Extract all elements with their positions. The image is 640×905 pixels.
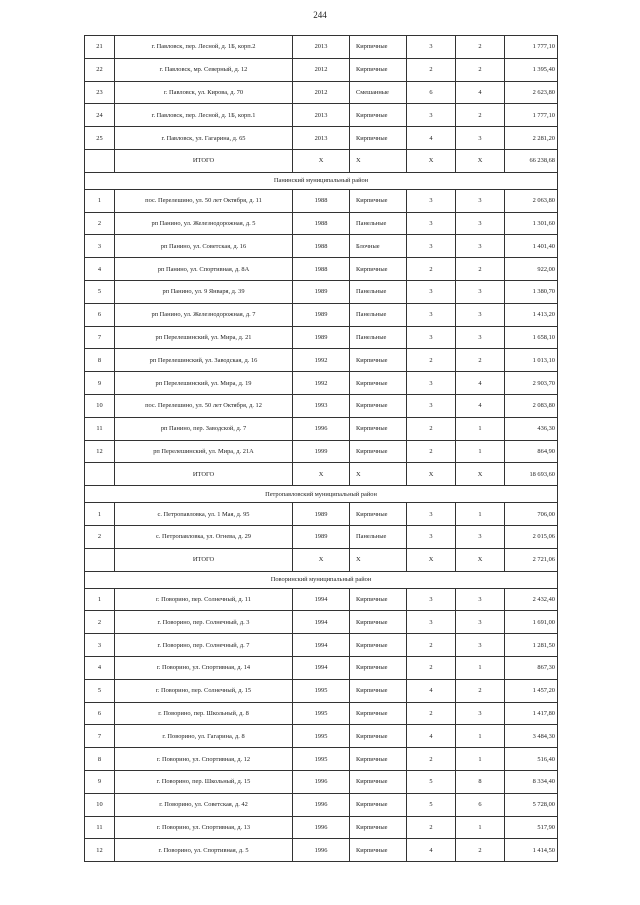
- floors-cell: X: [407, 463, 456, 486]
- row-number-cell: [85, 149, 115, 172]
- floors-cell: 2: [407, 656, 456, 679]
- year-cell: 1994: [293, 634, 350, 657]
- address-cell: ИТОГО: [115, 149, 293, 172]
- row-number-cell: 7: [85, 326, 115, 349]
- table-row: [85, 349, 558, 372]
- floors-cell: 2: [407, 417, 456, 440]
- address-cell: г. Павловск, мр. Северный, д. 12: [115, 58, 293, 81]
- row-number-cell: 9: [85, 372, 115, 395]
- wall-material-cell: Кирпичные: [350, 417, 407, 440]
- address-cell: г. Поворино, ул. Спортивная, д. 14: [115, 656, 293, 679]
- row-number-cell: 1: [85, 588, 115, 611]
- year-cell: 1988: [293, 212, 350, 235]
- year-cell: 1996: [293, 417, 350, 440]
- table-row: [85, 36, 558, 59]
- year-cell: 2013: [293, 127, 350, 150]
- area-cell: 18 693,60: [505, 463, 558, 486]
- area-cell: 2 721,06: [505, 548, 558, 571]
- floors-cell: 2: [407, 634, 456, 657]
- row-number-cell: 8: [85, 748, 115, 771]
- area-cell: 1 457,20: [505, 679, 558, 702]
- address-cell: г. Поворино, пер. Школьный, д. 15: [115, 770, 293, 793]
- entrances-cell: 3: [456, 189, 505, 212]
- section-header-row: [85, 486, 558, 503]
- address-cell: г. Павловск, пер. Лесной, д. 1Б, корп.1: [115, 104, 293, 127]
- address-cell: рп Панино, ул. Спортивная, д. 8А: [115, 258, 293, 281]
- table-row: [85, 748, 558, 771]
- row-number-cell: 23: [85, 81, 115, 104]
- wall-material-cell: Кирпичные: [350, 394, 407, 417]
- address-cell: г. Поворино, пер. Солнечный, д. 15: [115, 679, 293, 702]
- entrances-cell: 3: [456, 235, 505, 258]
- row-number-cell: 8: [85, 349, 115, 372]
- wall-material-cell: Кирпичные: [350, 588, 407, 611]
- wall-material-cell: X: [350, 463, 407, 486]
- floors-cell: 4: [407, 839, 456, 862]
- table-row: [85, 394, 558, 417]
- area-cell: 2 623,80: [505, 81, 558, 104]
- entrances-cell: 1: [456, 417, 505, 440]
- address-cell: г. Павловск, ул. Кирова, д. 70: [115, 81, 293, 104]
- year-cell: 1992: [293, 349, 350, 372]
- table-row: [85, 326, 558, 349]
- year-cell: 1989: [293, 525, 350, 548]
- section-title: Панинский муниципальный район: [85, 172, 558, 189]
- wall-material-cell: Кирпичные: [350, 816, 407, 839]
- floors-cell: 3: [407, 280, 456, 303]
- address-cell: г. Поворино, пер. Солнечный, д. 7: [115, 634, 293, 657]
- row-number-cell: 11: [85, 417, 115, 440]
- wall-material-cell: Кирпичные: [350, 127, 407, 150]
- table-row: [85, 58, 558, 81]
- address-cell: ИТОГО: [115, 463, 293, 486]
- table-row: [85, 656, 558, 679]
- section-title: Петропавловский муниципальный район: [85, 486, 558, 503]
- year-cell: 1988: [293, 258, 350, 281]
- row-number-cell: 6: [85, 702, 115, 725]
- registry-body: [85, 36, 558, 862]
- year-cell: 1995: [293, 702, 350, 725]
- year-cell: 1993: [293, 394, 350, 417]
- table-row: [85, 417, 558, 440]
- area-cell: 706,00: [505, 503, 558, 526]
- area-cell: 1 777,10: [505, 36, 558, 59]
- floors-cell: 2: [407, 258, 456, 281]
- year-cell: 2013: [293, 36, 350, 59]
- year-cell: 1996: [293, 770, 350, 793]
- floors-cell: 5: [407, 770, 456, 793]
- area-cell: 516,40: [505, 748, 558, 771]
- year-cell: 1999: [293, 440, 350, 463]
- entrances-cell: 4: [456, 372, 505, 395]
- address-cell: г. Поворино, пер. Солнечный, д. 11: [115, 588, 293, 611]
- table-row: [85, 588, 558, 611]
- floors-cell: 4: [407, 679, 456, 702]
- floors-cell: 2: [407, 58, 456, 81]
- row-number-cell: [85, 548, 115, 571]
- address-cell: рп Панино, ул. 9 Января, д. 39: [115, 280, 293, 303]
- year-cell: 1992: [293, 372, 350, 395]
- total-row: [85, 548, 558, 571]
- area-cell: 5 728,00: [505, 793, 558, 816]
- wall-material-cell: Кирпичные: [350, 611, 407, 634]
- row-number-cell: 12: [85, 839, 115, 862]
- area-cell: 1 691,00: [505, 611, 558, 634]
- year-cell: 1995: [293, 748, 350, 771]
- area-cell: 2 432,40: [505, 588, 558, 611]
- table-row: [85, 770, 558, 793]
- year-cell: 1994: [293, 611, 350, 634]
- entrances-cell: 2: [456, 349, 505, 372]
- address-cell: г. Поворино, ул. Спортивная, д. 12: [115, 748, 293, 771]
- entrances-cell: 2: [456, 58, 505, 81]
- year-cell: 1989: [293, 503, 350, 526]
- wall-material-cell: Кирпичные: [350, 679, 407, 702]
- year-cell: 1989: [293, 280, 350, 303]
- table-row: [85, 611, 558, 634]
- wall-material-cell: Кирпичные: [350, 372, 407, 395]
- row-number-cell: 12: [85, 440, 115, 463]
- floors-cell: 3: [407, 212, 456, 235]
- year-cell: X: [293, 149, 350, 172]
- table-row: [85, 189, 558, 212]
- row-number-cell: 21: [85, 36, 115, 59]
- table-row: [85, 81, 558, 104]
- entrances-cell: 3: [456, 525, 505, 548]
- floors-cell: 3: [407, 189, 456, 212]
- entrances-cell: 8: [456, 770, 505, 793]
- floors-cell: 3: [407, 588, 456, 611]
- area-cell: 1 777,10: [505, 104, 558, 127]
- area-cell: 1 013,10: [505, 349, 558, 372]
- entrances-cell: X: [456, 463, 505, 486]
- entrances-cell: 6: [456, 793, 505, 816]
- year-cell: 1996: [293, 839, 350, 862]
- floors-cell: 3: [407, 326, 456, 349]
- row-number-cell: 22: [85, 58, 115, 81]
- area-cell: 864,90: [505, 440, 558, 463]
- table-row: [85, 702, 558, 725]
- wall-material-cell: Кирпичные: [350, 503, 407, 526]
- area-cell: 1 417,80: [505, 702, 558, 725]
- wall-material-cell: Кирпичные: [350, 725, 407, 748]
- wall-material-cell: Кирпичные: [350, 440, 407, 463]
- floors-cell: 3: [407, 235, 456, 258]
- table-row: [85, 212, 558, 235]
- area-cell: 1 301,60: [505, 212, 558, 235]
- floors-cell: 3: [407, 503, 456, 526]
- table-row: [85, 258, 558, 281]
- year-cell: 1996: [293, 793, 350, 816]
- address-cell: с. Петропавловка, ул. 1 Мая, д. 95: [115, 503, 293, 526]
- address-cell: с. Петропавловка, ул. Огнева, д. 29: [115, 525, 293, 548]
- floors-cell: 2: [407, 816, 456, 839]
- floors-cell: 2: [407, 748, 456, 771]
- area-cell: 2 083,80: [505, 394, 558, 417]
- wall-material-cell: Панельные: [350, 326, 407, 349]
- area-cell: 1 281,50: [505, 634, 558, 657]
- floors-cell: X: [407, 149, 456, 172]
- wall-material-cell: Кирпичные: [350, 656, 407, 679]
- year-cell: 2012: [293, 81, 350, 104]
- year-cell: 1989: [293, 303, 350, 326]
- area-cell: 3 484,30: [505, 725, 558, 748]
- entrances-cell: X: [456, 548, 505, 571]
- wall-material-cell: Панельные: [350, 280, 407, 303]
- year-cell: 1995: [293, 679, 350, 702]
- page-number: 244: [313, 10, 327, 20]
- wall-material-cell: Кирпичные: [350, 36, 407, 59]
- row-number-cell: 6: [85, 303, 115, 326]
- row-number-cell: 24: [85, 104, 115, 127]
- row-number-cell: 2: [85, 611, 115, 634]
- entrances-cell: 1: [456, 440, 505, 463]
- area-cell: 867,30: [505, 656, 558, 679]
- row-number-cell: 5: [85, 280, 115, 303]
- table-row: [85, 503, 558, 526]
- floors-cell: 2: [407, 349, 456, 372]
- floors-cell: 2: [407, 440, 456, 463]
- floors-cell: 3: [407, 104, 456, 127]
- row-number-cell: 11: [85, 816, 115, 839]
- entrances-cell: 1: [456, 816, 505, 839]
- year-cell: 1994: [293, 588, 350, 611]
- table-row: [85, 816, 558, 839]
- floors-cell: 4: [407, 725, 456, 748]
- wall-material-cell: Кирпичные: [350, 839, 407, 862]
- address-cell: г. Павловск, пер. Лесной, д. 1Б, корп.2: [115, 36, 293, 59]
- row-number-cell: 1: [85, 189, 115, 212]
- total-row: [85, 463, 558, 486]
- row-number-cell: 2: [85, 212, 115, 235]
- wall-material-cell: Панельные: [350, 525, 407, 548]
- entrances-cell: 3: [456, 326, 505, 349]
- wall-material-cell: Панельные: [350, 212, 407, 235]
- floors-cell: 5: [407, 793, 456, 816]
- address-cell: г. Поворино, пер. Солнечный, д. 3: [115, 611, 293, 634]
- entrances-cell: 3: [456, 303, 505, 326]
- floors-cell: 4: [407, 127, 456, 150]
- area-cell: 436,30: [505, 417, 558, 440]
- row-number-cell: 7: [85, 725, 115, 748]
- table-row: [85, 839, 558, 862]
- floors-cell: 3: [407, 525, 456, 548]
- area-cell: 1 380,70: [505, 280, 558, 303]
- entrances-cell: 4: [456, 81, 505, 104]
- address-cell: г. Поворино, пер. Школьный, д. 8: [115, 702, 293, 725]
- row-number-cell: 25: [85, 127, 115, 150]
- year-cell: X: [293, 548, 350, 571]
- area-cell: 1 395,40: [505, 58, 558, 81]
- wall-material-cell: Кирпичные: [350, 634, 407, 657]
- table-row: [85, 634, 558, 657]
- floors-cell: 3: [407, 394, 456, 417]
- year-cell: 2013: [293, 104, 350, 127]
- address-cell: г. Павловск, ул. Гагарина, д. 65: [115, 127, 293, 150]
- address-cell: рп Перелешинский, ул. Мира, д. 19: [115, 372, 293, 395]
- area-cell: 922,00: [505, 258, 558, 281]
- address-cell: рп Панино, ул. Железнодорожная, д. 7: [115, 303, 293, 326]
- area-cell: 2 015,06: [505, 525, 558, 548]
- floors-cell: 2: [407, 702, 456, 725]
- wall-material-cell: Кирпичные: [350, 793, 407, 816]
- entrances-cell: 1: [456, 725, 505, 748]
- entrances-cell: 3: [456, 634, 505, 657]
- address-cell: рп Панино, ул. Железнодорожная, д. 5: [115, 212, 293, 235]
- address-cell: пос. Перелешино, ул. 50 лет Октября, д. 11: [115, 189, 293, 212]
- table-row: [85, 303, 558, 326]
- entrances-cell: 3: [456, 588, 505, 611]
- floors-cell: 3: [407, 36, 456, 59]
- address-cell: пос. Перелешино, ул. 50 лет Октября, д. 12: [115, 394, 293, 417]
- year-cell: 1988: [293, 189, 350, 212]
- address-cell: рп Панино, пер. Заводской, д. 7: [115, 417, 293, 440]
- row-number-cell: [85, 463, 115, 486]
- area-cell: 1 658,10: [505, 326, 558, 349]
- wall-material-cell: Кирпичные: [350, 104, 407, 127]
- floors-cell: X: [407, 548, 456, 571]
- year-cell: 1988: [293, 235, 350, 258]
- address-cell: г. Поворино, ул. Гагарина, д. 8: [115, 725, 293, 748]
- area-cell: 2 281,20: [505, 127, 558, 150]
- wall-material-cell: Блочные: [350, 235, 407, 258]
- table-row: [85, 104, 558, 127]
- address-cell: г. Поворино, ул. Спортивная, д. 5: [115, 839, 293, 862]
- entrances-cell: 2: [456, 679, 505, 702]
- wall-material-cell: X: [350, 548, 407, 571]
- entrances-cell: 3: [456, 127, 505, 150]
- area-cell: 1 413,20: [505, 303, 558, 326]
- area-cell: 66 238,68: [505, 149, 558, 172]
- floors-cell: 6: [407, 81, 456, 104]
- row-number-cell: 3: [85, 235, 115, 258]
- address-cell: рп Перелешинский, ул. Заводская, д. 16: [115, 349, 293, 372]
- table-row: [85, 725, 558, 748]
- area-cell: 2 903,70: [505, 372, 558, 395]
- area-cell: 517,90: [505, 816, 558, 839]
- table-row: [85, 525, 558, 548]
- address-cell: рп Перелешинский, ул. Мира, д. 21А: [115, 440, 293, 463]
- floors-cell: 3: [407, 372, 456, 395]
- year-cell: 1995: [293, 725, 350, 748]
- area-cell: 2 063,80: [505, 189, 558, 212]
- address-cell: г. Поворино, ул. Спортивная, д. 13: [115, 816, 293, 839]
- year-cell: X: [293, 463, 350, 486]
- address-cell: ИТОГО: [115, 548, 293, 571]
- floors-cell: 3: [407, 611, 456, 634]
- table-row: [85, 280, 558, 303]
- table-row: [85, 235, 558, 258]
- entrances-cell: 2: [456, 839, 505, 862]
- year-cell: 2012: [293, 58, 350, 81]
- housing-registry-table: [84, 35, 558, 862]
- section-title: Поворинский муниципальный район: [85, 571, 558, 588]
- entrances-cell: 3: [456, 611, 505, 634]
- entrances-cell: 2: [456, 258, 505, 281]
- table-row: [85, 127, 558, 150]
- row-number-cell: 3: [85, 634, 115, 657]
- table-row: [85, 793, 558, 816]
- row-number-cell: 5: [85, 679, 115, 702]
- wall-material-cell: Кирпичные: [350, 770, 407, 793]
- year-cell: 1996: [293, 816, 350, 839]
- wall-material-cell: Кирпичные: [350, 58, 407, 81]
- wall-material-cell: Кирпичные: [350, 748, 407, 771]
- wall-material-cell: X: [350, 149, 407, 172]
- table-row: [85, 372, 558, 395]
- entrances-cell: 3: [456, 280, 505, 303]
- area-cell: 8 334,40: [505, 770, 558, 793]
- row-number-cell: 4: [85, 258, 115, 281]
- year-cell: 1994: [293, 656, 350, 679]
- wall-material-cell: Кирпичные: [350, 189, 407, 212]
- table-row: [85, 440, 558, 463]
- table-row: [85, 679, 558, 702]
- address-cell: рп Перелешинский, ул. Мира, д. 21: [115, 326, 293, 349]
- entrances-cell: 1: [456, 748, 505, 771]
- row-number-cell: 2: [85, 525, 115, 548]
- area-cell: 1 414,50: [505, 839, 558, 862]
- entrances-cell: 1: [456, 503, 505, 526]
- section-header-row: [85, 172, 558, 189]
- wall-material-cell: Кирпичные: [350, 349, 407, 372]
- total-row: [85, 149, 558, 172]
- floors-cell: 3: [407, 303, 456, 326]
- entrances-cell: 2: [456, 104, 505, 127]
- entrances-cell: 2: [456, 36, 505, 59]
- year-cell: 1989: [293, 326, 350, 349]
- entrances-cell: 3: [456, 212, 505, 235]
- wall-material-cell: Кирпичные: [350, 258, 407, 281]
- address-cell: рп Панино, ул. Советская, д. 16: [115, 235, 293, 258]
- entrances-cell: X: [456, 149, 505, 172]
- row-number-cell: 9: [85, 770, 115, 793]
- entrances-cell: 1: [456, 656, 505, 679]
- wall-material-cell: Смешанные: [350, 81, 407, 104]
- wall-material-cell: Кирпичные: [350, 702, 407, 725]
- row-number-cell: 4: [85, 656, 115, 679]
- wall-material-cell: Панельные: [350, 303, 407, 326]
- entrances-cell: 4: [456, 394, 505, 417]
- area-cell: 1 401,40: [505, 235, 558, 258]
- row-number-cell: 1: [85, 503, 115, 526]
- row-number-cell: 10: [85, 394, 115, 417]
- address-cell: г. Поворино, ул. Советская, д. 42: [115, 793, 293, 816]
- entrances-cell: 3: [456, 702, 505, 725]
- row-number-cell: 10: [85, 793, 115, 816]
- section-header-row: [85, 571, 558, 588]
